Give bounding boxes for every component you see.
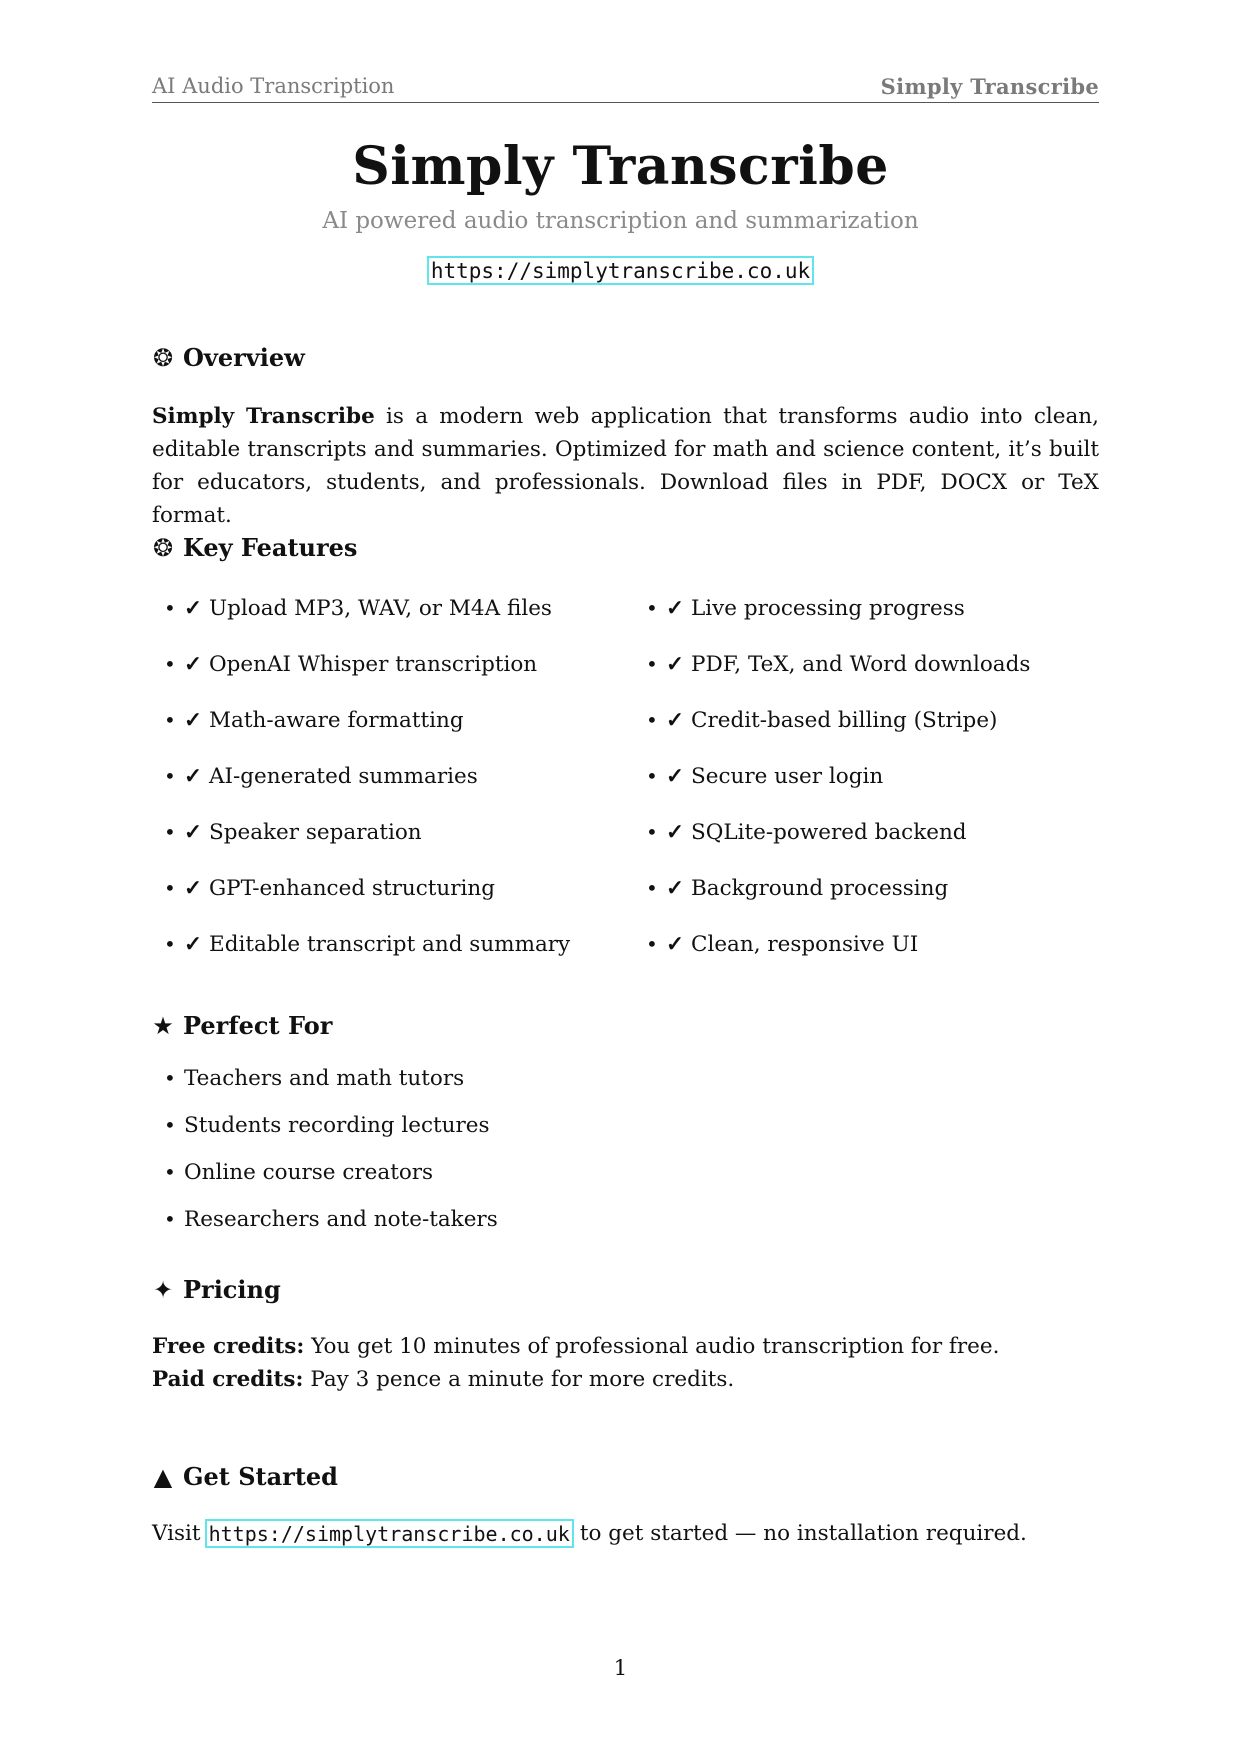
bullet-icon: • <box>164 1066 176 1090</box>
free-credits-text: You get 10 minutes of professional audio transcription for free. <box>304 1334 1000 1359</box>
bullet-icon: • <box>164 1160 176 1184</box>
get-started-link[interactable]: https://simplytranscribe.co.uk <box>205 1519 574 1548</box>
check-icon: ✓ <box>184 708 203 733</box>
website-link[interactable]: https://simplytranscribe.co.uk <box>427 256 814 285</box>
bullet-icon: • <box>646 708 658 732</box>
check-icon: ✓ <box>184 820 203 845</box>
feature-item <box>646 876 1030 932</box>
list-item-text: Students recording lectures <box>184 1113 490 1138</box>
bullet-icon: • <box>164 708 176 732</box>
list-item-text: Online course creators <box>184 1160 434 1185</box>
bullet-icon: • <box>164 1113 176 1137</box>
feature-item <box>164 764 570 820</box>
feature-item <box>164 820 570 876</box>
check-icon: ✓ <box>184 932 203 957</box>
perfect-for-heading <box>152 1011 332 1040</box>
check-icon: ✓ <box>666 708 685 733</box>
bullet-icon: • <box>164 652 176 676</box>
paid-credits-label: Paid credits: <box>152 1367 304 1392</box>
title-url-row <box>0 256 1241 285</box>
perfect-for-list <box>164 1066 498 1254</box>
page-number: 1 <box>613 1656 628 1681</box>
check-icon: ✓ <box>184 652 203 677</box>
check-icon: ✓ <box>184 596 203 621</box>
overview-heading <box>152 343 305 372</box>
perfect-for-heading-text: Perfect For <box>183 1011 333 1040</box>
feature-item <box>646 932 1030 988</box>
features-left-column <box>164 596 570 988</box>
check-icon: ✓ <box>184 764 203 789</box>
list-item <box>164 1160 498 1207</box>
list-item-text: Teachers and math tutors <box>184 1066 465 1091</box>
feature-text: Clean, responsive UI <box>691 932 919 957</box>
pricing-details <box>152 1330 999 1396</box>
bullet-icon: • <box>646 820 658 844</box>
check-icon: ✓ <box>666 876 685 901</box>
overview-bold-lead: Simply Transcribe <box>152 404 375 429</box>
bullet-icon: • <box>164 932 176 956</box>
feature-item <box>646 820 1030 876</box>
star-icon: ★ <box>152 1011 174 1040</box>
bullet-icon: • <box>646 932 658 956</box>
feature-text: Speaker separation <box>209 820 422 845</box>
feature-text: Background processing <box>691 876 949 901</box>
bullet-icon: • <box>164 1207 176 1231</box>
feature-item <box>164 932 570 988</box>
header-right-text: Simply Transcribe <box>880 74 1099 99</box>
check-icon: ✓ <box>666 652 685 677</box>
feature-text: Secure user login <box>691 764 884 789</box>
feature-text: Math-aware formatting <box>209 708 464 733</box>
bullet-icon: • <box>646 876 658 900</box>
feature-item <box>164 652 570 708</box>
features-section-icon: ❂ <box>152 533 174 562</box>
free-credits-label: Free credits: <box>152 1334 305 1359</box>
visit-prefix: Visit <box>152 1521 201 1546</box>
overview-paragraph <box>152 400 1099 532</box>
feature-text: Editable transcript and summary <box>209 932 571 957</box>
feature-item <box>164 708 570 764</box>
triangle-icon: ▲ <box>153 1462 173 1491</box>
bullet-icon: • <box>646 764 658 788</box>
bullet-icon: • <box>164 764 176 788</box>
feature-text: Upload MP3, WAV, or M4A files <box>209 596 552 621</box>
pricing-heading-text: Pricing <box>183 1275 281 1304</box>
check-icon: ✓ <box>184 876 203 901</box>
feature-text: GPT-enhanced structuring <box>209 876 496 901</box>
list-item <box>164 1207 498 1254</box>
check-icon: ✓ <box>666 596 685 621</box>
features-right-column <box>646 596 1030 988</box>
feature-item <box>646 708 1030 764</box>
overview-heading-text: Overview <box>183 343 305 372</box>
free-credits-line <box>152 1330 999 1363</box>
feature-item <box>646 596 1030 652</box>
feature-item <box>164 596 570 652</box>
page-subtitle: AI powered audio transcription and summarization <box>322 208 919 234</box>
get-started-line <box>152 1519 1027 1548</box>
feature-item <box>164 876 570 932</box>
feature-item <box>646 764 1030 820</box>
check-icon: ✓ <box>666 932 685 957</box>
get-started-heading <box>152 1462 338 1491</box>
header-left-text: AI Audio Transcription <box>152 74 395 98</box>
running-header <box>152 70 1099 103</box>
feature-text: PDF, TeX, and Word downloads <box>691 652 1031 677</box>
bullet-icon: • <box>646 652 658 676</box>
key-features-heading-text: Key Features <box>183 533 358 562</box>
feature-text: Live processing progress <box>691 596 965 621</box>
list-item-text: Researchers and note-takers <box>184 1207 498 1232</box>
feature-text: Credit-based billing (Stripe) <box>691 708 998 733</box>
overview-section-icon: ❂ <box>152 343 174 372</box>
overview-text: is a modern web application that transforms audio into clean, editable transcripts and summaries. Optimized for math and science content, it’s built for educators, students, and professionals. Download files in PDF, DOCX or TeX format. <box>152 404 1099 528</box>
check-icon: ✓ <box>666 820 685 845</box>
sparkle-icon: ✦ <box>152 1275 174 1304</box>
bullet-icon: • <box>646 596 658 620</box>
paid-credits-line <box>152 1363 999 1396</box>
feature-text: OpenAI Whisper transcription <box>209 652 538 677</box>
feature-item <box>646 652 1030 708</box>
pricing-heading <box>152 1275 281 1304</box>
feature-text: SQLite-powered backend <box>691 820 967 845</box>
key-features-heading <box>152 533 357 562</box>
check-icon: ✓ <box>666 764 685 789</box>
visit-suffix: to get started — no installation required. <box>579 1521 1027 1546</box>
bullet-icon: • <box>164 820 176 844</box>
bullet-icon: • <box>164 596 176 620</box>
paid-credits-text: Pay 3 pence a minute for more credits. <box>303 1367 735 1392</box>
feature-text: AI-generated summaries <box>209 764 478 789</box>
list-item <box>164 1113 498 1160</box>
get-started-heading-text: Get Started <box>183 1462 338 1491</box>
bullet-icon: • <box>164 876 176 900</box>
page-title: Simply Transcribe <box>352 136 889 197</box>
list-item <box>164 1066 498 1113</box>
